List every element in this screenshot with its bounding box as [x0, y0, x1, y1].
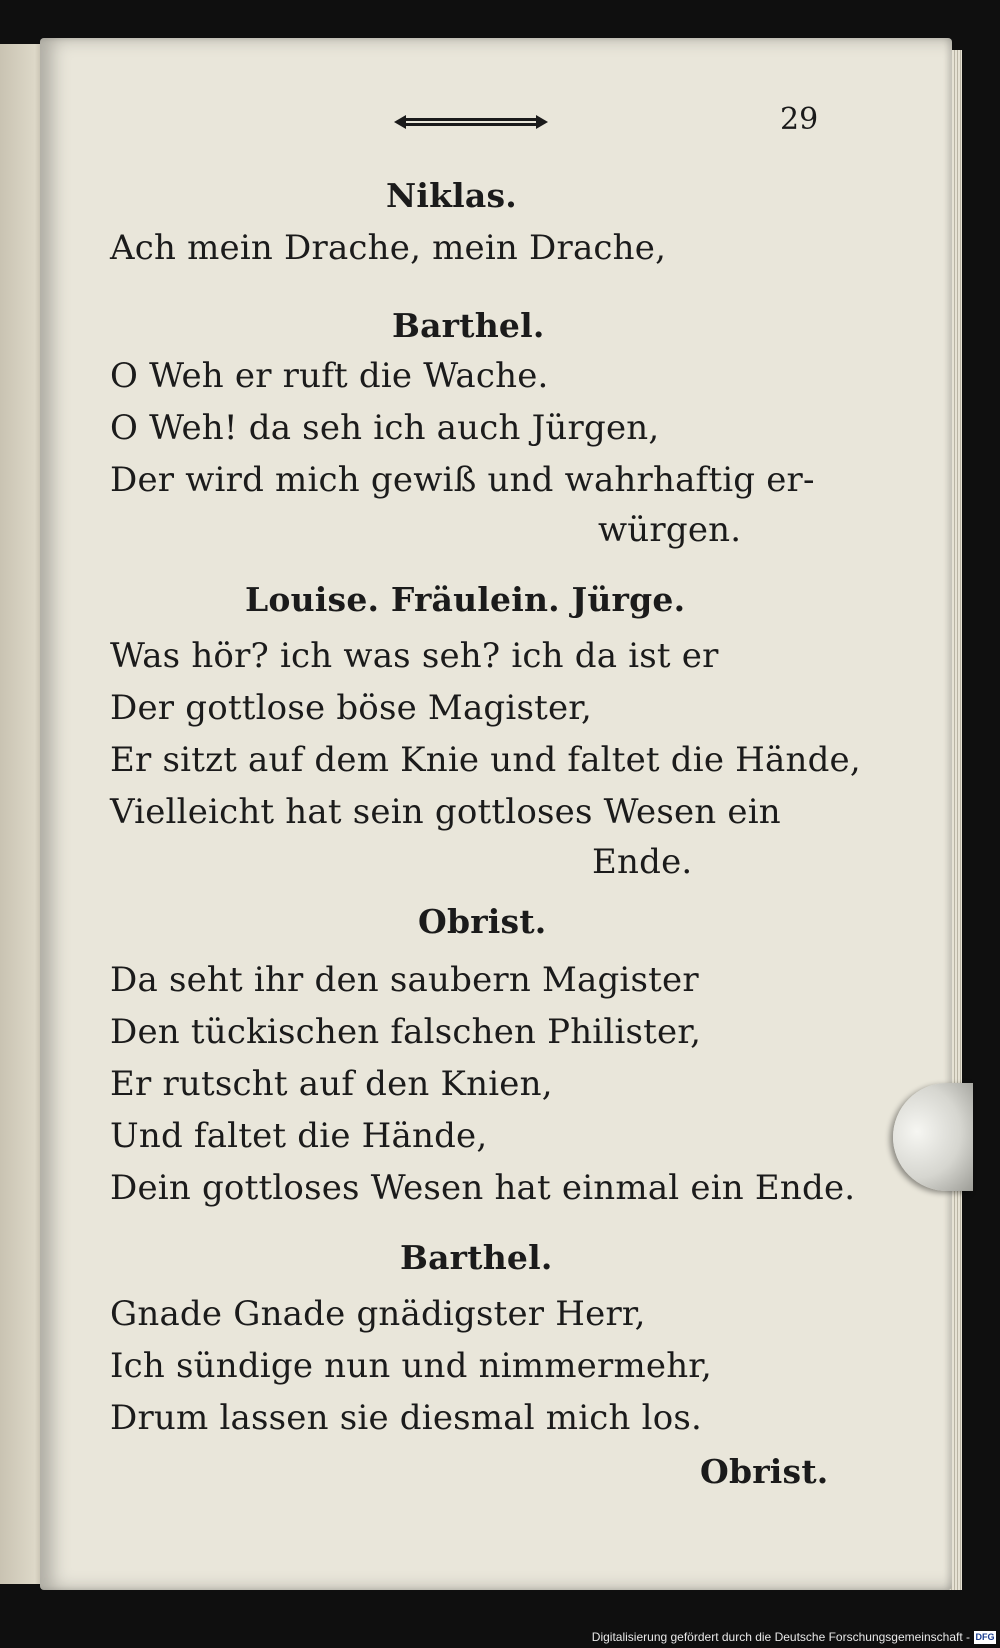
verse-line: Ich sündige nun und nimmermehr,: [110, 1346, 713, 1386]
speaker-name: Louise. Fräulein. Jürge.: [245, 580, 686, 619]
speaker-name: Obrist.: [700, 1452, 829, 1491]
verse-line: Vielleicht hat sein gottloses Wesen ein: [110, 792, 781, 832]
verse-line: Drum lassen sie diesmal mich los.: [110, 1398, 703, 1438]
verse-line: Den tückischen falschen Philister,: [110, 1012, 702, 1052]
speaker-name: Niklas.: [386, 176, 517, 215]
verse-line: Er sitzt auf dem Knie und faltet die Hände,: [110, 740, 861, 780]
verse-line: Dein gottloses Wesen hat einmal ein Ende.: [110, 1168, 856, 1208]
verse-line: Ach mein Drache, mein Drache,: [110, 228, 667, 268]
verse-line: Der gottlose böse Magister,: [110, 688, 593, 728]
verse-line: Er rutscht auf den Knien,: [110, 1064, 553, 1104]
page-number: 29: [780, 102, 819, 137]
verse-line: Und faltet die Hände,: [110, 1116, 488, 1156]
verse-line: Ende.: [592, 842, 693, 882]
speaker-name: Obrist.: [418, 902, 547, 941]
verse-line: Der wird mich gewiß und wahrhaftig er-: [110, 460, 815, 500]
verse-line: Da seht ihr den saubern Magister: [110, 960, 699, 1000]
verse-line: O Weh! da seh ich auch Jürgen,: [110, 408, 660, 448]
digitization-credit: Digitalisierung gefördert durch die Deutsche Forschungsgemeinschaft -: [591, 1630, 970, 1644]
dfg-logo: DFG: [975, 1632, 995, 1642]
verse-line: Gnade Gnade gnädigster Herr,: [110, 1294, 646, 1334]
speaker-name: Barthel.: [392, 306, 545, 345]
ornament-rule-icon: [392, 111, 550, 133]
speaker-name: Barthel.: [400, 1238, 553, 1277]
verse-line: würgen.: [598, 510, 742, 550]
verse-line: Was hör? ich was seh? ich da ist er: [110, 636, 719, 676]
verse-line: O Weh er ruft die Wache.: [110, 356, 549, 396]
